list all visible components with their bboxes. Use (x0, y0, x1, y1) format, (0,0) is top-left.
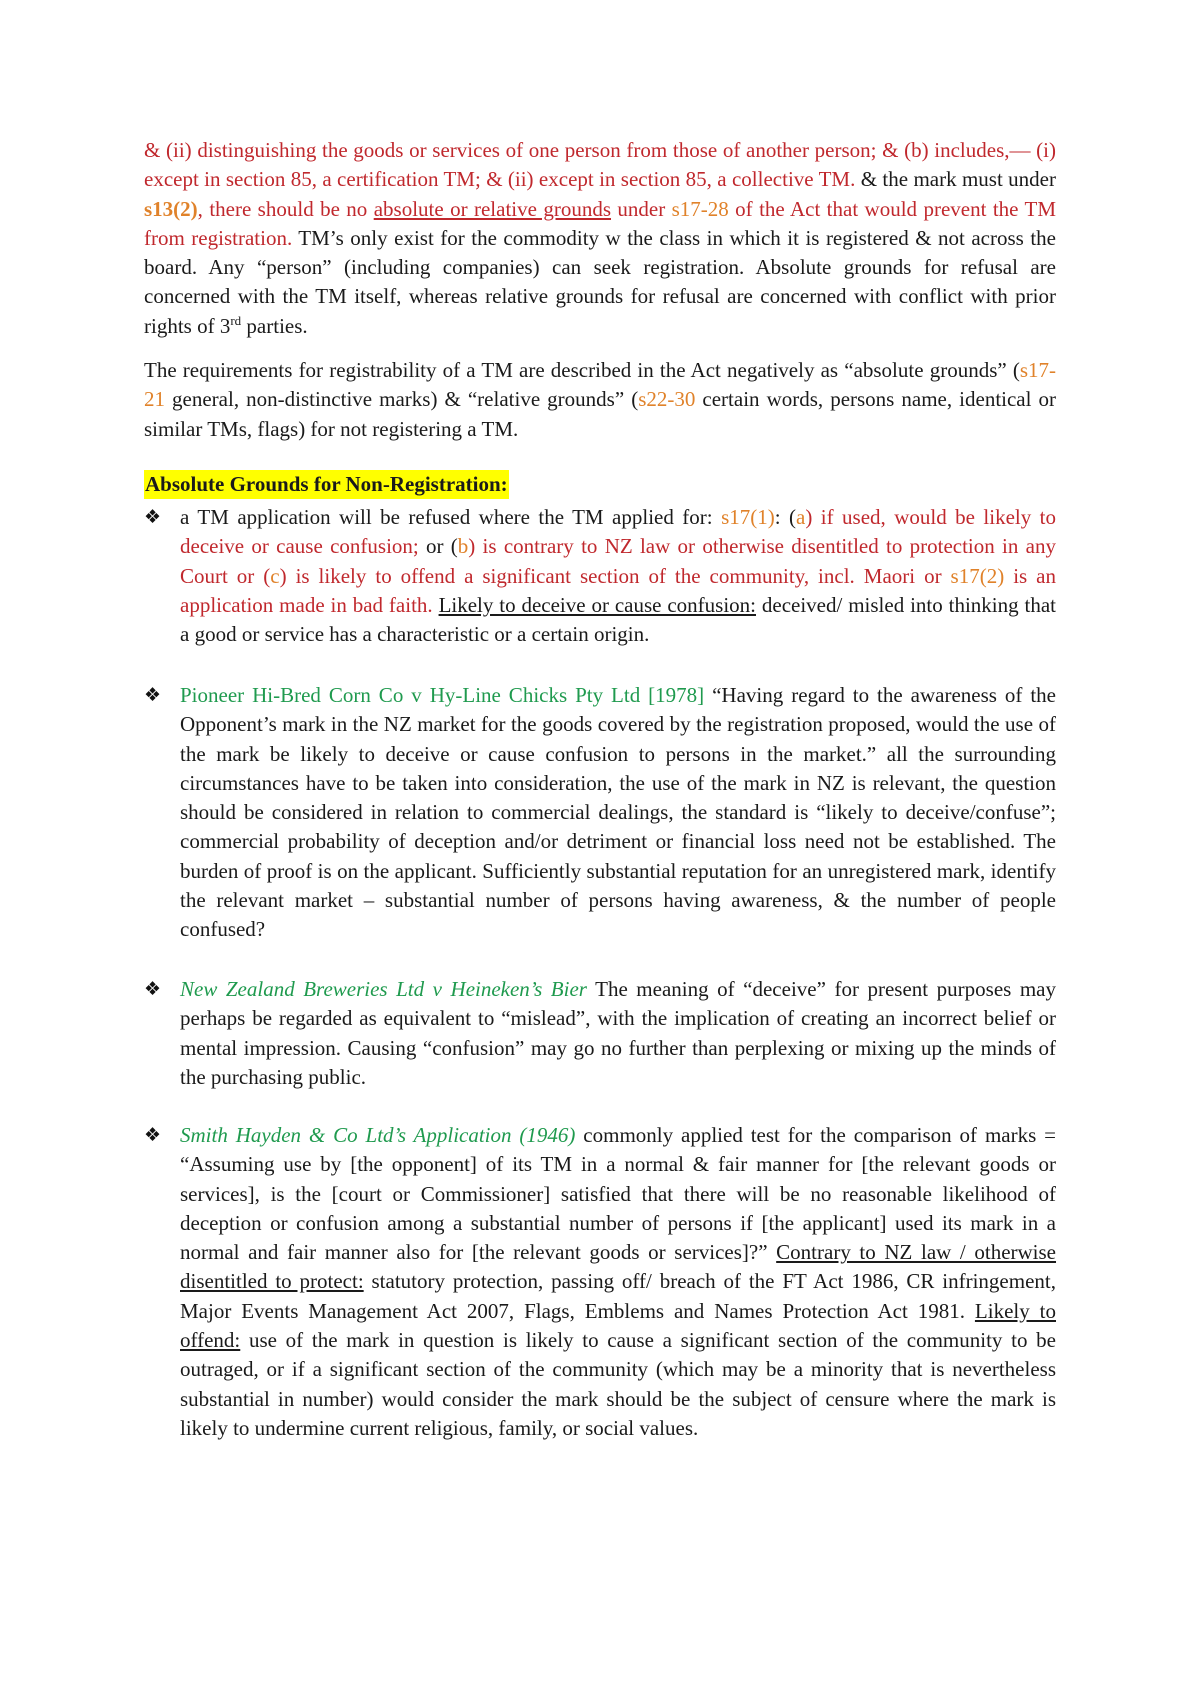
definition-text: & (ii) distinguishing the goods or services of one person from those of another person; & (b) includes,— (i) except in section 85, a certification TM; & (ii) except in section 85, a collective TM. (144, 138, 1056, 192)
item-letter: a (796, 505, 806, 529)
bullet-item-smith-hayden (144, 1121, 1057, 1443)
text-run: TM’s only exist for the commodity w the class in which it is registered & not across the board. Any “person” (including companies) can seek registration. Absolute grounds for refusal are concerned with the TM itself, whereas relative grounds for refusal are concerned with conflict with prior rights of 3 (144, 225, 1056, 338)
text-run: certain words, persons name, identical or similar TMs, flags) for not registering a TM. (144, 387, 1056, 441)
bullet-item-s17 (144, 503, 1056, 649)
text-run: : ( (774, 505, 796, 529)
section-ref: s13(2) (144, 196, 198, 221)
section-ref: s17(2) (950, 563, 1005, 588)
case-name: Smith Hayden & Co Ltd’s Application (1946) (180, 1123, 576, 1147)
text-run: is an application made in bad faith. (180, 563, 1056, 617)
case-name: Pioneer Hi-Bred Corn Co v Hy-Line Chicks Pty Ltd [1978] (180, 683, 705, 707)
underlined-term: Contrary to NZ law / otherwise disentitled to protect: (180, 1240, 1057, 1294)
text-run: & the mark must under (855, 167, 1057, 192)
text-run: general, non-distinctive marks) & “relative grounds” ( (165, 387, 639, 412)
text-run: “Having regard to the awareness of the Opponent’s mark in the NZ market for the goods covered by the registration proposed, would the use of the mark be likely to deceive or cause confusion to persons in the market.” all the surrounding circumstances have to be taken into consideration, the use of the mark in NZ is relevant, the question should be considered in relation to commercial dealings, the standard is “likely to deceive/confuse”; commercial probability of deception and/or detriment or financial loss need not be established. The burden of proof is on the applicant. Sufficiently substantial reputation for an unregistered mark, identify the relevant market – substantial number of persons having awareness, & the number of people confused? (180, 683, 1056, 942)
text-run: ) is contrary to NZ law or otherwise disentitled to protection in any Court or ( (180, 534, 1056, 588)
superscript: rd (230, 312, 242, 328)
section-ref: s22-30 (638, 387, 696, 412)
text-run: or ( (426, 534, 458, 559)
text-run: use of the mark in question is likely to cause a significant section of the community to be outraged, or if a significant section of the community (which may be a minority that is nevertheless substantial in number) would consider the mark should be the subject of censure where the mark is likely to undermine current religious, family, or social values. (180, 1328, 1056, 1440)
paragraph-requirements (144, 356, 1056, 444)
section-ref: s17-21 (144, 358, 1056, 412)
text-run: ) is likely to offend a significant section of the community, incl. Maori or (279, 563, 951, 588)
diamond-bullet-icon: ❖ (144, 978, 162, 1000)
text-run: The requirements for registrability of a TM are described in the Act negatively as “absolute grounds” ( (144, 358, 1020, 382)
underlined-term: Likely to offend: (180, 1298, 1056, 1353)
text-run: under (611, 196, 672, 221)
text-run: commonly applied test for the comparison of marks = “Assuming use by [the opponent] of its TM in a normal & fair manner for [the relevant goods or services], is the [court or Commissioner] satisfied that there will be no reasonable likelihood of deception or confusion among a substantial number of persons if [the applicant] used its mark in a normal and fair manner also for [the relevant goods or services]?” (180, 1123, 1056, 1265)
diamond-bullet-icon: ❖ (144, 506, 162, 528)
text-run: ) if used, would be likely to deceive or cause confusion; (180, 505, 1056, 559)
bullet-item-nz-breweries (144, 975, 1056, 1092)
section-heading: Absolute Grounds for Non-Registration: (144, 470, 509, 499)
text-run: a TM application will be refused where the TM applied for: (180, 505, 722, 529)
text-run: statutory protection, passing off/ breach of the FT Act 1986, CR infringement, Major Events Management Act 2007, Flags, Emblems and Names Protection Act 1981. (180, 1269, 1056, 1323)
underlined-term: Likely to deceive or cause confusion: (438, 592, 756, 617)
text-run: parties. (241, 313, 308, 338)
text-run: of the Act that would prevent the TM from registration. (144, 196, 1056, 250)
diamond-bullet-icon: ❖ (144, 684, 162, 706)
paragraph-definition (144, 136, 1056, 341)
text-run: , there should be no (197, 196, 374, 221)
section-ref: s17-28 (671, 196, 729, 221)
text-run: The meaning of “deceive” for present purposes may perhaps be regarded as equivalent to “mislead”, with the implication of creating an incorrect belief or mental impression. Causing “confusion” may go no further than perplexing or mixing up the minds of the purchasing public. (180, 977, 1056, 1089)
underlined-term: absolute or relative grounds (373, 196, 611, 221)
item-letter: c (270, 563, 280, 588)
diamond-bullet-icon: ❖ (144, 1124, 162, 1146)
bullet-item-pioneer (144, 681, 1056, 945)
section-ref: s17(1) (721, 505, 775, 529)
text-run: deceived/ misled into thinking that a good or service has a characteristic or a certain origin. (180, 592, 1056, 647)
case-name: New Zealand Breweries Ltd v Heineken’s Bier (180, 977, 587, 1001)
item-letter: b (457, 534, 469, 559)
